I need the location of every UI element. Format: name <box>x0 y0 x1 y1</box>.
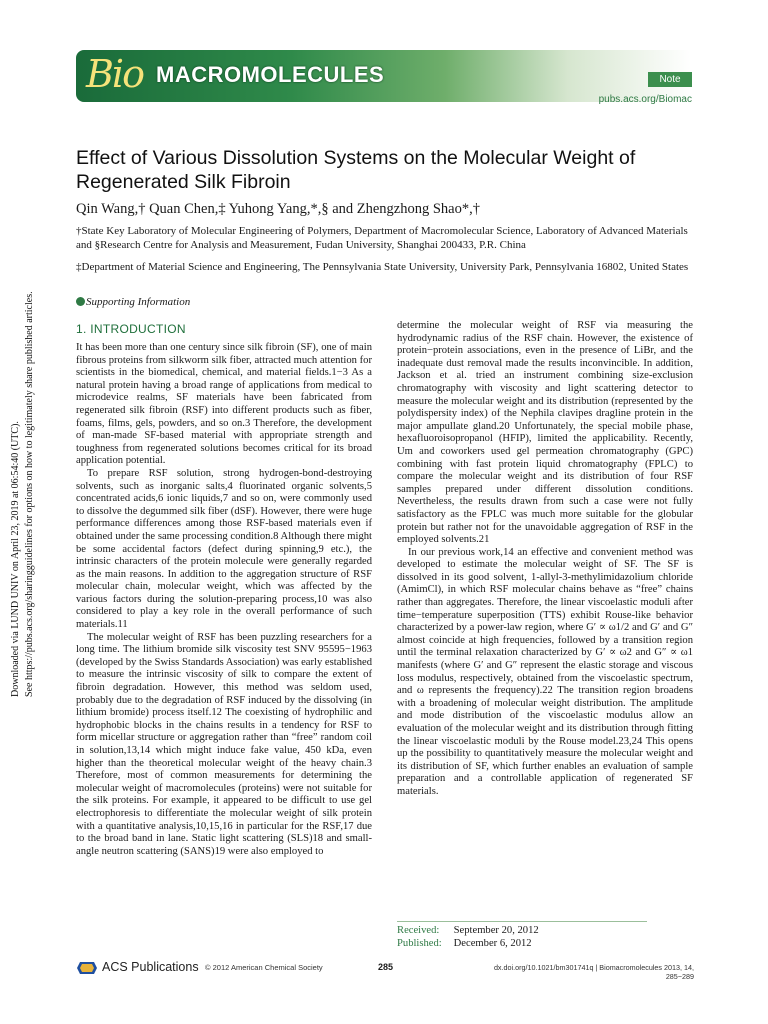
citation-doi[interactable]: dx.doi.org/10.1021/bm301741q | Biomacromolecules 2013, 14, 285−289 <box>493 963 694 981</box>
supporting-info-link[interactable]: Supporting Information <box>86 296 191 308</box>
affiliation-2: ‡Department of Material Science and Engineering, The Pennsylvania State University, University Park, Pennsylvania 16802, United States <box>76 261 689 273</box>
paragraph: The molecular weight of RSF has been puzzling researchers for a long time. The lithium bromide silk viscosity test SNV 95595−1963 (developed by the Swiss Standards Association) was early established to measure the intrinsic viscosity of silk to compare the extent of fibroin degradation. However, this method was seldom used, probably due to the degradation of RSF induced by the dissolving (in lithium bromide) process itself.12 The coexisting of hydrophilic and hydrophobic blocks in the chains results in a tendency for RSF to form micellar structure or aggregation rather than “free” random coil in solution,13,14 which might induce fake value, 450 kDa, even higher than the theoretical molecular weight of the heavy chain.3 Therefore, most of common measurements for determining the molecular weight of macromolecules (proteins) were not suitable for the silk proteins. For example, it appeared to be difficult to use gel electrophoresis to differentiate the molecular weight of silk protein with a quantitative analysis,10,15,16 in particular for the RSF,17 due to the broad band in lane. Static light scattering (SLS)18 and small-angle neutron scattering (SANS)19 were also employed to <box>76 631 372 857</box>
paragraph: It has been more than one century since silk fibroin (SF), one of main fibrous proteins from silkworm silk fiber, attracted much attention for scientists in the biomedical, chemical, and material fields.1−3 As a natural protein having a broad range of applications from medical to microdevice realms, SF materials have been fabricated from regenerated silk fibroin (RSF) into different products such as fiber, foams, films, gels, powders, and so on.3 Therefore, the development of man-made SF-based material with appropriate strength and toughness from regenerated solutions becomes critical for its broad application potential. <box>76 342 372 467</box>
author-list: Qin Wang,† Quan Chen,‡ Yuhong Yang,*,§ and Zhengzhong Shao*,† <box>76 201 480 217</box>
journal-url-link[interactable]: pubs.acs.org/Biomac <box>598 94 692 105</box>
paragraph: determine the molecular weight of RSF via measuring the hydrodynamic radius of the RSF chain. However, the existence of protein−protein associations, even in the presence of LiBr, and the inadequate dust removal made the results inconvincible. In addition, Jackson et al. tried an instrument combining size-exclusion chromatography with viscosity and light scattering detector to measure the molecular weight and its distribution (represented by the polydispersity index) of the Nephila clavipes dragline protein in the major ampullate gland.20 Unfortunately, the special mobile phase, hexafluoroisopropanol (HFIP), limited the applicability. Recently, Um and coworkers used gel permeation chromatography (GPC) combining with fast protein liquid chromatography (FPLC) to compare the molecular weight and its distribution of four RSF samples prepared under different dissolution conditions. Nevertheless, the results drawn from such a case were not fully satisfactory as the FPLC was much more suitable for the globular protein but rather not for the unavoidable aggregation of RSF in the employed solvents.21 <box>397 320 693 546</box>
copyright-notice: © 2012 American Chemical Society <box>205 963 323 972</box>
page-number: 285 <box>378 962 394 972</box>
body-column-right <box>397 320 693 799</box>
received-value: September 20, 2012 <box>453 925 539 936</box>
published-label: Published: <box>397 938 442 949</box>
received-label: Received: <box>397 925 440 936</box>
article-type-badge: Note <box>648 72 692 87</box>
acs-hexagon-icon <box>76 961 98 975</box>
logo-macromolecules-text: MACROMOLECULES <box>156 62 385 87</box>
logo-bio-text: Bio <box>86 52 143 96</box>
section-heading: 1. INTRODUCTION <box>76 322 186 336</box>
affiliation-1: †State Key Laboratory of Molecular Engineering of Polymers, Department of Macromolecular Science, Laboratory of Advanced Materials and §Research Centre for Analysis and Measurement, Fudan University, Shanghai 200433, P.R. China <box>76 225 688 251</box>
published-value: December 6, 2012 <box>453 938 532 949</box>
published-date <box>397 938 532 949</box>
supporting-info-icon <box>76 297 85 306</box>
paragraph: In our previous work,14 an effective and convenient method was developed to estimate the molecular weight of SF. The SF is dissolved in its good solvent, 1-allyl-3-methylimidazolium chloride (AmimCl), in which RSF molecular chains behave as “free” chains rather than aggregates. Therefore, the linear viscoelastic moduli after time−temperature superposition (TTS) exhibit Rouse-like behavior characterized by a power-law region, where G′ ∝ ω1/2 and G′ and G″ almost coincide at high frequencies, followed by a transition region until the terminal relaxation characterized by G′ ∝ ω2 and G″ ∝ ω1 manifests (where G′ and G″ represent the elastic storage and viscous loss modulus, respectively, obtained from the viscoelastic spectrum, and ω represents the frequency).22 The transition region broadens with a broadening of molecular weight distribution. The amplitude and mode distribution of the viscoelastic modulus allow an evaluation of the molecular weight and its distribution through fitting the linear viscoelastic moduli by the Rouse model.23,24 This opens up the possibility to quantitatively measure the molecular weight and its distribution of SF, which further enables an evaluation of sample preparation and a controllable application of regenerated SF materials. <box>397 546 693 797</box>
divider <box>397 921 647 922</box>
publisher-logo <box>76 960 199 975</box>
paragraph: To prepare RSF solution, strong hydrogen-bond-destroying solvents, such as inorganic salts,4 fluorinated organic solvents,5 concentrated acids,6 ionic liquids,7 and so on, were commonly used to dissolve the degummed silk fiber (dSF). However, there were huge performance differences among those RSF-based materials even if obtained under the same processing condition.8 Although there might be some accidental factors (defect during spinning,9 etc.), the intrinsic characters of the protein molecule were generally regarded as the main reasons. In addition to the aggregation structure of RSF molecular chain, molecular weight, which was affected by the various factors during the solution-preparing process,10 was also considered to play a key role in the overall performance of such materials.11 <box>76 467 372 631</box>
publisher-name: ACS Publications <box>102 960 199 974</box>
download-notice: Downloaded via LUND UNIV on April 23, 2019 at 06:54:40 (UTC). <box>10 421 21 697</box>
article-title: Effect of Various Dissolution Systems on the Molecular Weight of Regenerated Silk Fibroin <box>76 147 636 193</box>
sharing-guidelines-notice[interactable]: See https://pubs.acs.org/sharingguidelines for options on how to legitimately share published articles. <box>24 291 35 697</box>
received-date <box>397 925 539 936</box>
body-column-left <box>76 342 372 858</box>
